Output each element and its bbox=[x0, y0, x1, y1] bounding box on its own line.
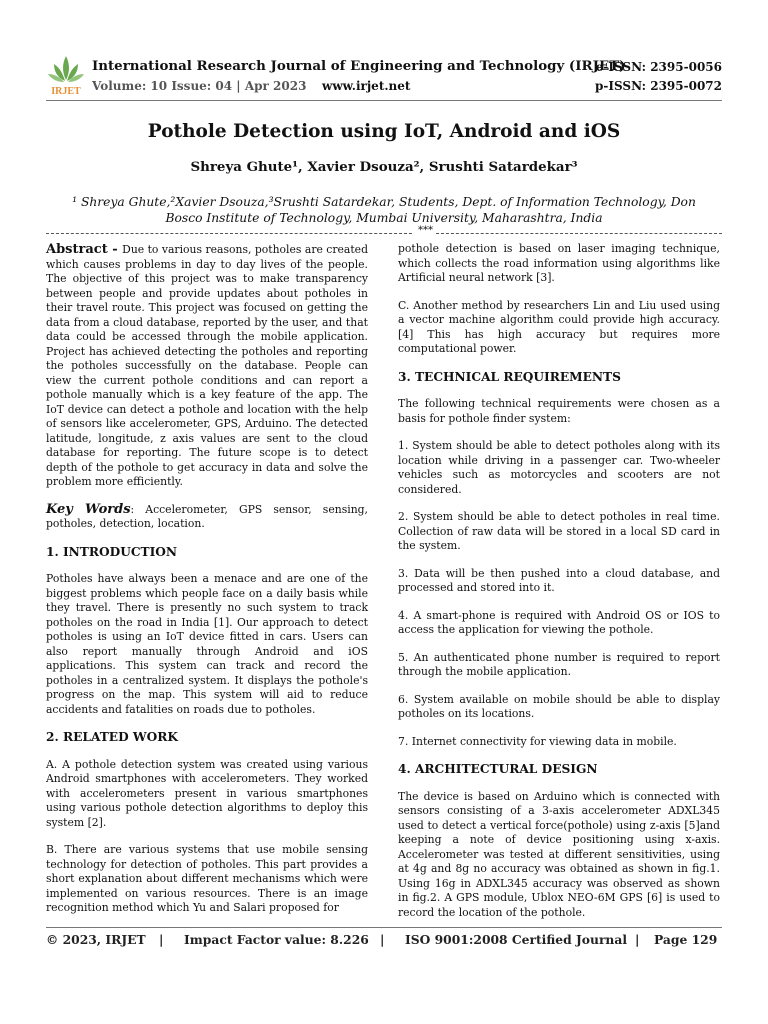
requirement-3: 3. Data will be then pushed into a cloud database, and processed and stored into it. bbox=[398, 566, 720, 594]
section-separator bbox=[46, 227, 722, 237]
journal-logo bbox=[44, 52, 88, 98]
section-heading-architectural-design: 4. ARCHITECTURAL DESIGN bbox=[398, 762, 598, 776]
abstract bbox=[46, 243, 368, 490]
requirement-6: 6. System available on mobile should be able to display potholes on its locations. bbox=[398, 692, 720, 720]
separator-stars: *** bbox=[418, 225, 433, 236]
footer-divider: | bbox=[159, 932, 164, 947]
footer-divider: | bbox=[380, 932, 385, 947]
e-issn: e-ISSN: 2395-0056 bbox=[595, 60, 722, 74]
footer-page-number: Page 129 bbox=[654, 932, 718, 947]
related-work-c: C. Another method by researchers Lin and Liu used using a vector machine algorithm could provide high accuracy.[4] This has high accuracy but requires more computational power. bbox=[398, 298, 720, 355]
related-work-b-continued: pothole detection is based on laser imaging technique, which collects the road information using algorithms like Artificial neural network [3]. bbox=[398, 242, 720, 284]
section-heading-technical-requirements: 3. TECHNICAL REQUIREMENTS bbox=[398, 369, 621, 384]
footer-rule bbox=[46, 927, 722, 928]
author-affiliation: ¹ Shreya Ghute,²Xavier Dsouza,³Srushti Satardekar, Students, Dept. of Information Technology, Don Bosco Institute of Technology, Mumbai University, Maharashtra, India bbox=[72, 195, 696, 225]
footer-impact-factor: Impact Factor value: 8.226 bbox=[184, 932, 369, 947]
header-rule bbox=[46, 100, 722, 101]
requirement-2: 2. System should be able to detect potholes in real time. Collection of raw data will be stored in a local SD card in the system. bbox=[398, 510, 720, 552]
keywords-label: Key Words bbox=[46, 501, 131, 517]
footer-copyright: © 2023, IRJET bbox=[46, 932, 146, 947]
keywords-text: : Accelerometer, GPS sensor, sensing, potholes, detection, location. bbox=[46, 502, 368, 530]
section-heading-related-work: 2. RELATED WORK bbox=[46, 730, 178, 744]
technical-requirements-intro: The following technical requirements were chosen as a basis for pothole finder system: bbox=[398, 397, 720, 425]
section-heading-introduction: 1. INTRODUCTION bbox=[46, 544, 178, 559]
paper-authors: Shreya Ghute¹, Xavier Dsouza², Srushti Satardekar³ bbox=[190, 159, 578, 175]
related-work-b: B. There are various systems that use mobile sensing technology for detection of potholes. This part provides a short explanation about different mechanisms which were implemented on various resources. There is an image recognition method which Yu and Salari proposed for bbox=[46, 843, 368, 914]
related-work-a: A. A pothole detection system was created using various Android smartphones with accelerometers. They worked with accelerometers present in various smartphones using various pothole detection algorithms to deploy this system [2]. bbox=[46, 757, 368, 829]
requirement-4: 4. A smart-phone is required with Android OS or IOS to access the application for viewing the pothole. bbox=[398, 608, 720, 636]
footer-divider: | bbox=[635, 932, 640, 947]
volume-issue: Volume: 10 Issue: 04 | Apr 2023 bbox=[92, 79, 307, 93]
footer-iso: ISO 9001:2008 Certified Journal bbox=[405, 932, 627, 947]
requirement-7: 7. Internet connectivity for viewing data in mobile. bbox=[398, 734, 677, 748]
keywords bbox=[46, 503, 368, 532]
introduction-paragraph: Potholes have always been a menace and are one of the biggest problems which people face on a daily basis while they travel. There is presently no such system to track potholes on the road in India [1]. Our approach to detect potholes is using an IoT device fitted in cars. Users can also report manually through Android and iOS applications. This system can track and record the potholes in a centralized system. It displays the pothole's progress on the map. This system will aid to reduce accidents and fatalities on roads due to potholes. bbox=[46, 572, 368, 716]
left-column bbox=[46, 243, 368, 929]
abstract-text: Due to various reasons, potholes are created which causes problems in day to day lives of the people. The objective of this project was to make transparency between people and provide updates about potholes in their travel route. This project was focused on getting the data from a cloud database, reported by the user, and that data could be accessed through the mobile application. Project has achieved detecting the potholes and reporting the potholes successfully on the database. People can view the current pothole conditions and can report a pothole manually which is a key feature of the app. The IoT device can detect a pothole and location with the help of sensors like accelerometer, GPS, Arduino. The detected latitude, longitude, z axis values are sent to the cloud database for reporting. The future scope is to detect depth of the pothole to get accuracy in data and solve the problem more efficiently. bbox=[46, 243, 368, 488]
architectural-design-paragraph: The device is based on Arduino which is connected with sensors consisting of a 3-axis accelerometer ADXL345 used to detect a vertical force(pothole) using z-axis [5]and keeping a note of device positioning using x-axis. Accelerometer was tested at different sensitivities, using at 4g and 8g no accuracy was obtained as shown in fig.1. Using 16g in ADXL345 accuracy was observed as shown in fig.2. A GPS module, Ublox NEO-6M GPS [6] is used to record the location of the pothole. bbox=[398, 789, 720, 919]
journal-website[interactable]: www.irjet.net bbox=[322, 79, 411, 93]
journal-name: International Research Journal of Engineering and Technology (IRJET) bbox=[92, 58, 626, 74]
requirement-5: 5. An authenticated phone number is required to report through the mobile application. bbox=[398, 650, 720, 678]
p-issn: p-ISSN: 2395-0072 bbox=[595, 79, 722, 93]
page-footer bbox=[46, 932, 722, 947]
abstract-label: Abstract - bbox=[46, 242, 123, 257]
svg-text:IRJET: IRJET bbox=[51, 86, 81, 97]
paper-title: Pothole Detection using IoT, Android and iOS bbox=[147, 121, 621, 142]
requirement-1: 1. System should be able to detect potholes along with its location while driving in a passenger car. Two-wheeler vehicles such as motorcycles and scooters are not considered. bbox=[398, 439, 720, 496]
right-column bbox=[398, 242, 720, 933]
